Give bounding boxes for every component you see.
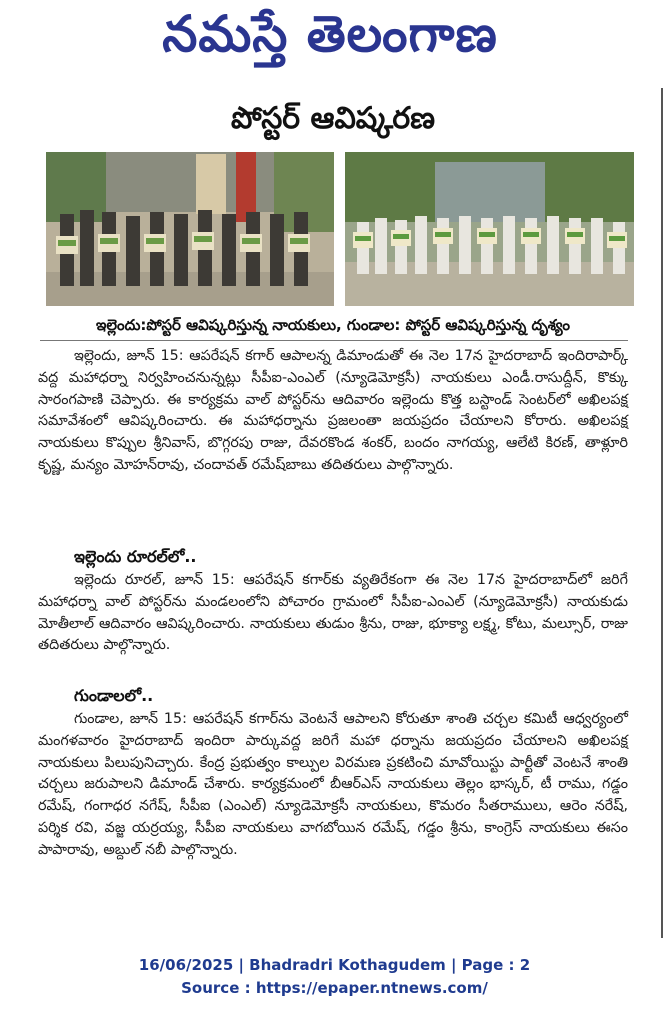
- footer-date-edition: 16/06/2025 | Bhadradri Kothagudem | Page : 2: [138, 956, 531, 974]
- photo-illendu: [46, 152, 334, 306]
- photo-illendu-image: [46, 152, 334, 306]
- subhead-gundala: గుండాలలో..: [74, 686, 154, 705]
- photo-gundala: [345, 152, 634, 306]
- subhead-illendu-rural: ఇల్లెందు రూరల్‌లో..: [74, 547, 197, 566]
- paragraph-gundala: గుండాల, జూన్ 15: ఆపరేషన్ కగార్‌ను వెంటనే ఆపాలని కోరుతూ శాంతి చర్చల కమిటీ ఆధ్వర్యంలో మంగళవారం హైదరాబాద్ ఇందిరా పార్కువద్ద జరిగే మహా ధర్నాను జయప్రదం చేయాలని అఖిలపక్ష నాయకులు పిలుపునిచ్చారు. కేంద్ర ప్రభుత్వం కాల్పుల విరమణ ప్రకటించి మావోయిస్టు పార్టీతో వెంటనే శాంతి చర్చలు జరుపాలని డిమాండ్ చేశారు. కార్యక్రమంలో బీఆర్ఎస్ నాయకులు తెల్లం భాస్కర్, టీ రాము, గడ్డం రమేష్, గంగాధర నగేష్, సీపీఐ (ఎంఎల్) న్యూడెమోక్రసీ నాయకులు, కొమరం సీతరాములు, ఆరెం నరేష్, పర్శిక రవి, వజ్జ యర్రయ్య, సీపీఐ నాయకులు వాగబోయిన రమేష్, గడ్డం శ్రీను, కాంగ్రెస్ నాయకులు ఈసం పాపారావు, అబ్దుల్ నబీ పాల్గొన్నారు.: [38, 711, 628, 858]
- photo-caption: ఇల్లెందు:పోస్టర్ ఆవిష్కరిస్తున్న నాయకులు, గుండాల: పోస్టర్ ఆవిష్కరిస్తున్న దృశ్యం: [96, 316, 570, 334]
- clipping-border: [661, 88, 663, 938]
- caption-divider: [40, 340, 628, 341]
- footer-source: Source : https://epaper.ntnews.com/: [181, 979, 488, 997]
- article-headline: పోస్టర్ ఆవిష్కరణ: [230, 101, 435, 136]
- masthead-title: నమస్తే తెలంగాణ: [162, 4, 498, 63]
- paragraph-illendu-rural: ఇల్లెందు రూరల్, జూన్ 15: ఆపరేషన్ కగార్‌కు వ్యతిరేకంగా ఈ నెల 17న హైదరాబాద్‌లో జరిగే మహాధర్నా వాల్ పోస్టర్‌ను మండలంలోని పోచారం గ్రామంలో సీపీఐ-ఎంఎల్ (న్యూడెమోక్రసీ) నాయకుడు మోతీలాల్ ఆదివారం ఆవిష్కరించారు. నాయకులు తుడుం శ్రీను, రాజు, భూక్యా లక్ష్మ, కోటు, మల్సూర్, రాజు తదితరులు పాల్గొన్నారు.: [38, 572, 628, 654]
- photo-gundala-image: [345, 152, 634, 306]
- news-clipping: [38, 88, 663, 938]
- paragraph-illendu: ఇల్లెందు, జూన్ 15: ఆపరేషన్ కగార్ ఆపాలన్న డిమాండుతో ఈ నెల 17న హైదరాబాద్ ఇందిరాపార్క్ వద్ద మహాధర్నా నిర్వహించనున్నట్లు సీపీఐ-ఎంఎల్ (న్యూడెమోక్రసీ) నాయకులు ఎండీ.రాసుద్దీన్, కొక్కు సారంగపాణి చెప్పారు. ఈ కార్యక్రమ వాల్ పోస్టర్‌ను ఆదివారం ఇల్లెందు కొత్త బస్టాండ్ సెంటర్‌లో అఖిలపక్ష సమావేశంలో ఆవిష్కరించారు. ఈ మహాధర్నాను ప్రజలంతా జయప్రదం చేయాలని కోరారు. అఖిలపక్ష నాయకులు కొప్పుల శ్రీనివాస్, బొగ్గరపు రాజు, దేవరకొండ శంకర్, బందం నాగయ్య, ఆలేటి కిరణ్, తాళ్లూరి కృష్ణ, మన్యం మోహన్‌రావు, చందావత్ రమేష్‌బాబు తదితరులు పాల్గొన్నారు.: [38, 348, 628, 473]
